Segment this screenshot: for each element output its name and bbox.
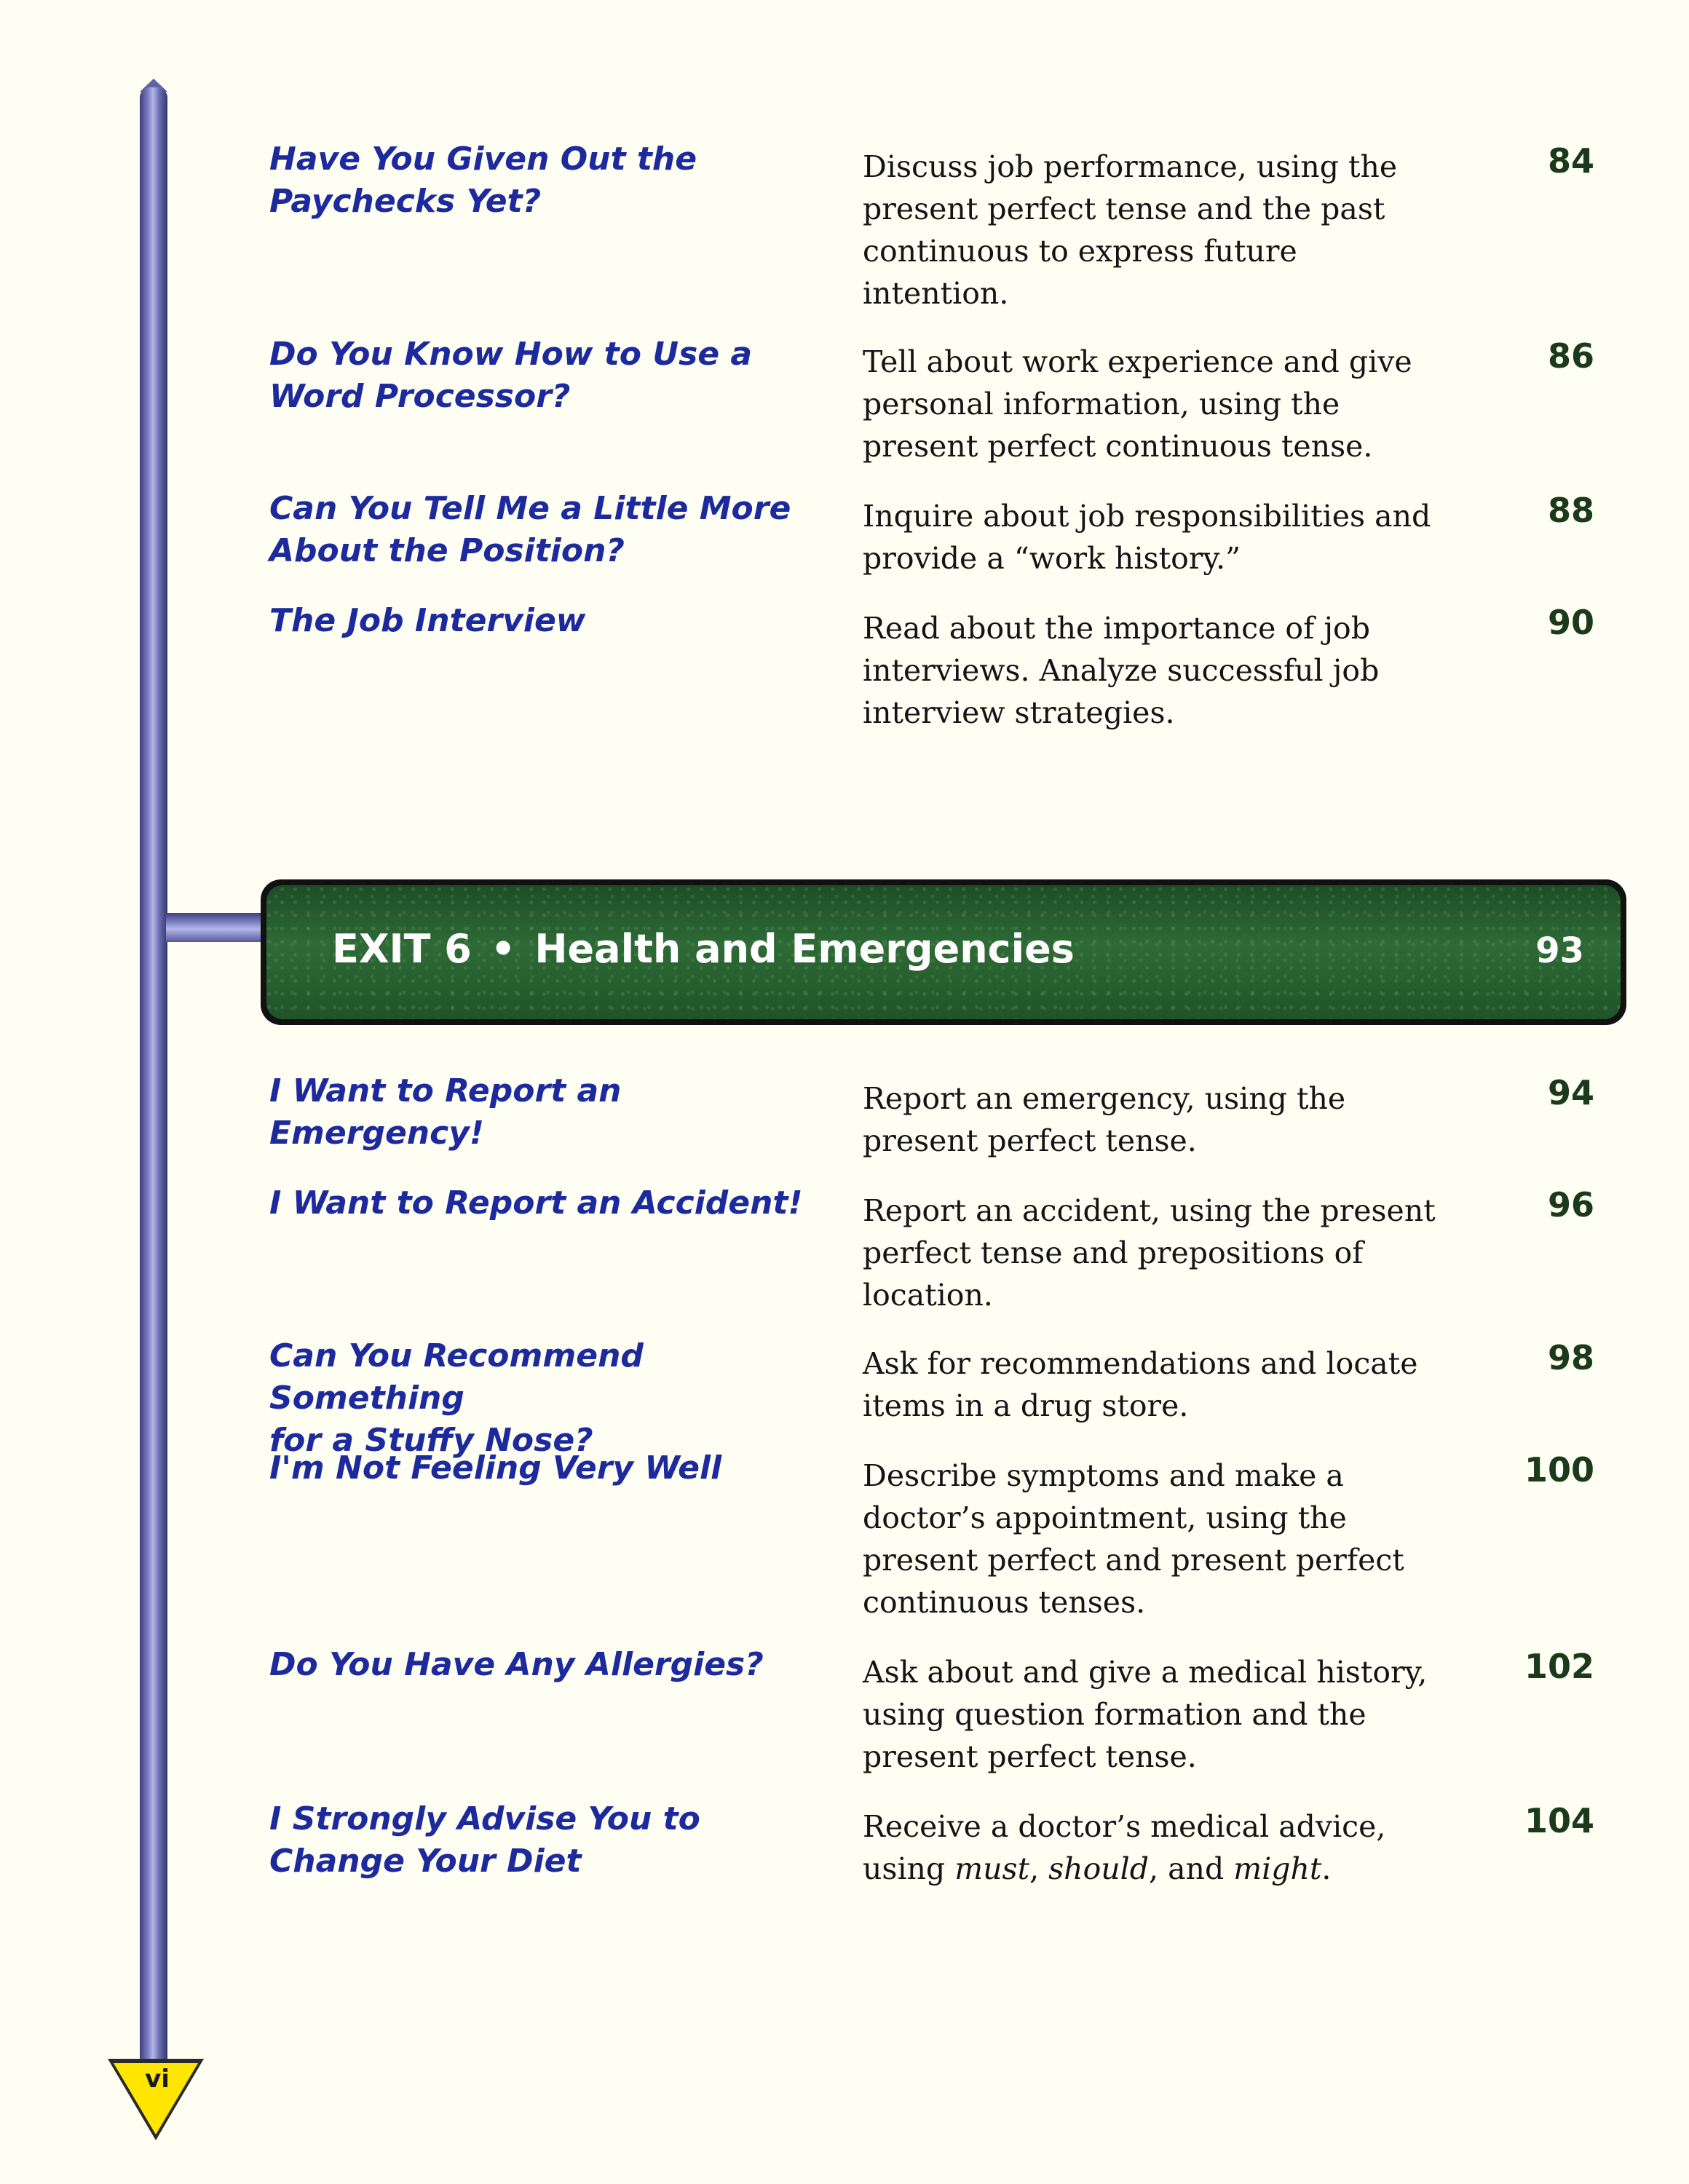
entry-page-number: 102	[1524, 1647, 1594, 1686]
desc-emphasis: should	[1048, 1851, 1150, 1886]
entry-page-number: 88	[1547, 491, 1594, 530]
entry-description: Discuss job performance, using the present perfect tense and the past continuous to express future intention.	[863, 149, 1398, 311]
entry-page-number: 84	[1547, 141, 1594, 181]
desc-text: , and	[1149, 1851, 1234, 1886]
entry-title: Do You Have Any Allergies?	[269, 1646, 764, 1683]
entry-page-number: 100	[1524, 1450, 1594, 1489]
exit-heading	[332, 926, 1075, 972]
entry-title: Have You Given Out the Paychecks Yet?	[269, 141, 697, 220]
desc-text: ,	[1029, 1851, 1049, 1886]
entry-title: Do You Know How to Use a Word Processor?	[269, 336, 753, 415]
entry-description: Read about the importance of job interviews. Analyze successful job interview strategies.	[863, 611, 1380, 730]
entry-description: Describe symptoms and make a doctor’s appointment, using the present perfect and present perfect continuous tenses.	[863, 1458, 1404, 1620]
entry-description: Report an accident, using the present perfect tense and prepositions of location.	[863, 1193, 1436, 1313]
desc-emphasis: must	[954, 1851, 1030, 1886]
entry-title: Can You Recommend Something for a Stuffy Nose?	[269, 1337, 644, 1459]
entry-page-number: 96	[1547, 1185, 1594, 1224]
exit-banner	[261, 879, 1626, 1025]
timeline-connector	[166, 913, 268, 942]
desc-emphasis: might	[1233, 1851, 1322, 1886]
entry-title: I Strongly Advise You to Change Your Diet	[269, 1800, 700, 1880]
entry-description: Tell about work experience and give personal information, using the present perfect continuous tense.	[863, 344, 1412, 464]
entry-description: Ask about and give a medical history, using question formation and the present perfect tense.	[863, 1655, 1428, 1774]
entry-description: Inquire about job responsibilities and provide a “work history.”	[863, 499, 1431, 576]
entry-page-number: 90	[1547, 603, 1594, 642]
entry-title: I Want to Report an Emergency!	[269, 1072, 622, 1152]
timeline-pole	[140, 87, 167, 2068]
exit-title: Health and Emergencies	[534, 926, 1075, 972]
entry-page-number: 86	[1547, 336, 1594, 376]
desc-text: .	[1321, 1851, 1332, 1886]
entry-description	[863, 1805, 1445, 1890]
entry-description: Report an emergency, using the present perfect tense.	[863, 1081, 1346, 1158]
exit-page-number: 93	[1535, 930, 1584, 971]
entry-page-number: 94	[1547, 1073, 1594, 1112]
exit-label: EXIT 6	[332, 926, 472, 972]
entry-title: Can You Tell Me a Little More About the Position?	[269, 490, 791, 569]
folio: vi	[145, 2065, 170, 2094]
entry-title: I Want to Report an Accident!	[269, 1184, 803, 1222]
entry-title: I'm Not Feeling Very Well	[269, 1449, 722, 1487]
entry-page-number: 98	[1547, 1338, 1594, 1377]
desc-text: Receive a doctor’s medical advice, using	[863, 1809, 1386, 1886]
exit-bullet: •	[490, 926, 516, 972]
exit-banner-fill	[266, 885, 1621, 1019]
entry-page-number: 104	[1524, 1801, 1594, 1840]
entry-title: The Job Interview	[269, 602, 586, 639]
entry-description: Ask for recommendations and locate items in a drug store.	[863, 1346, 1418, 1423]
